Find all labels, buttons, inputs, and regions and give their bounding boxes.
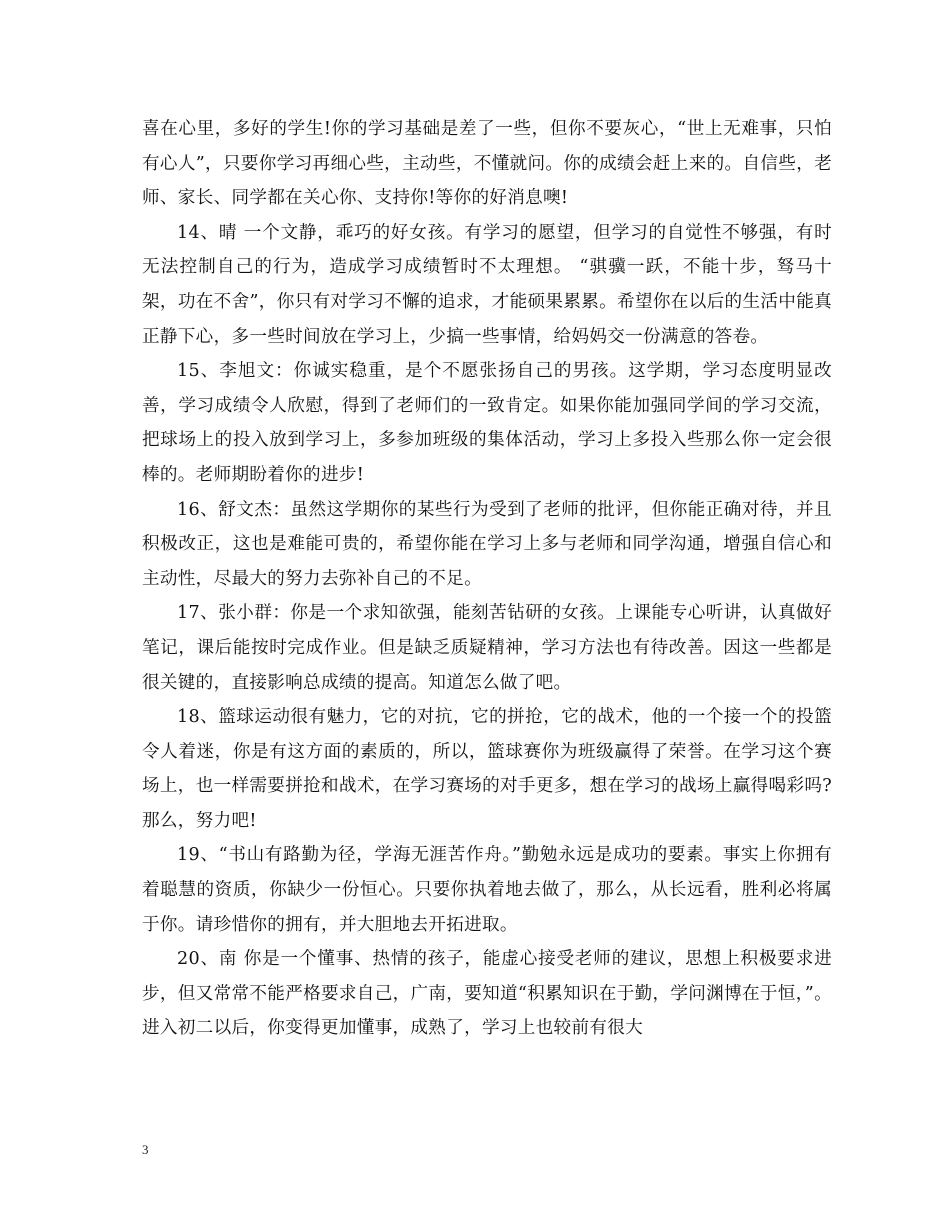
page-number: 3 [142,1142,149,1157]
paragraph: 18、篮球运动很有魅力，它的对抗，它的拼抢，它的战术，他的一个接一个的投篮令人着迷，你是有这方面的素质的，所以，篮球赛你为班级赢得了荣誉。在学习这个赛场上，也一样需要拼抢和战术，在学习赛场的对手更多，想在学习的战场上赢得喝彩吗?那么，努力吧! [142,707,832,831]
paragraph: 喜在心里，多好的学生!你的学习基础是差了一些，但你不要灰心，“世上无难事，只怕有心人”，只要你学习再细心些，主动些，不懂就问。你的成绩会赶上来的。自信些，老师、家长、同学都在关心你、支持你!等你的好消息噢! [142,119,832,209]
paragraph: 20、南 你是一个懂事、热情的孩子，能虚心接受老师的建议，思想上积极要求进步，但又常常不能严格要求自己，广南，要知道“积累知识在于勤，学问渊博在于恒，”。进入初二以后，你变得更加懂事，成熟了，学习上也较前有很大 [142,949,832,1039]
paragraph: 15、李旭文：你诚实稳重，是个不愿张扬自己的男孩。这学期，学习态度明显改善，学习成绩令人欣慰，得到了老师们的一致肯定。如果你能加强同学间的学习交流，把球场上的投入放到学习上，多参加班级的集体活动，学习上多投入些那么你一定会很棒的。老师期盼着你的进步! [142,361,832,485]
paragraph: 19、“书山有路勤为径，学海无涯苦作舟。”勤勉永远是成功的要素。事实上你拥有着聪慧的资质，你缺少一份恒心。只要你执着地去做了，那么，从长远看，胜利必将属于你。请珍惜你的拥有，并大胆地去开拓进取。 [142,845,832,935]
paragraph: 16、舒文杰：虽然这学期你的某些行为受到了老师的批评，但你能正确对待，并且积极改正，这也是难能可贵的，希望你能在学习上多与老师和同学沟通，增强自信心和主动性，尽最大的努力去弥补自己的不足。 [142,499,832,589]
paragraph: 14、晴 一个文静，乖巧的好女孩。有学习的愿望，但学习的自觉性不够强，有时无法控制自己的行为，造成学习成绩暂时不太理想。 “骐骥一跃，不能十步，驽马十架，功在不舍”，你只有对学习不懈的追求，才能硕果累累。希望你在以后的生活中能真正静下心，多一些时间放在学习上，少搞一些事情，给妈妈交一份满意的答卷。 [142,222,832,347]
document-body [142,112,832,1046]
paragraph: 17、张小群：你是一个求知欲强，能刻苦钻研的女孩。上课能专心听讲，认真做好笔记，课后能按时完成作业。但是缺乏质疑精神，学习方法也有待改善。因这一些都是很关键的，直接影响总成绩的提高。知道怎么做了吧。 [142,603,832,693]
